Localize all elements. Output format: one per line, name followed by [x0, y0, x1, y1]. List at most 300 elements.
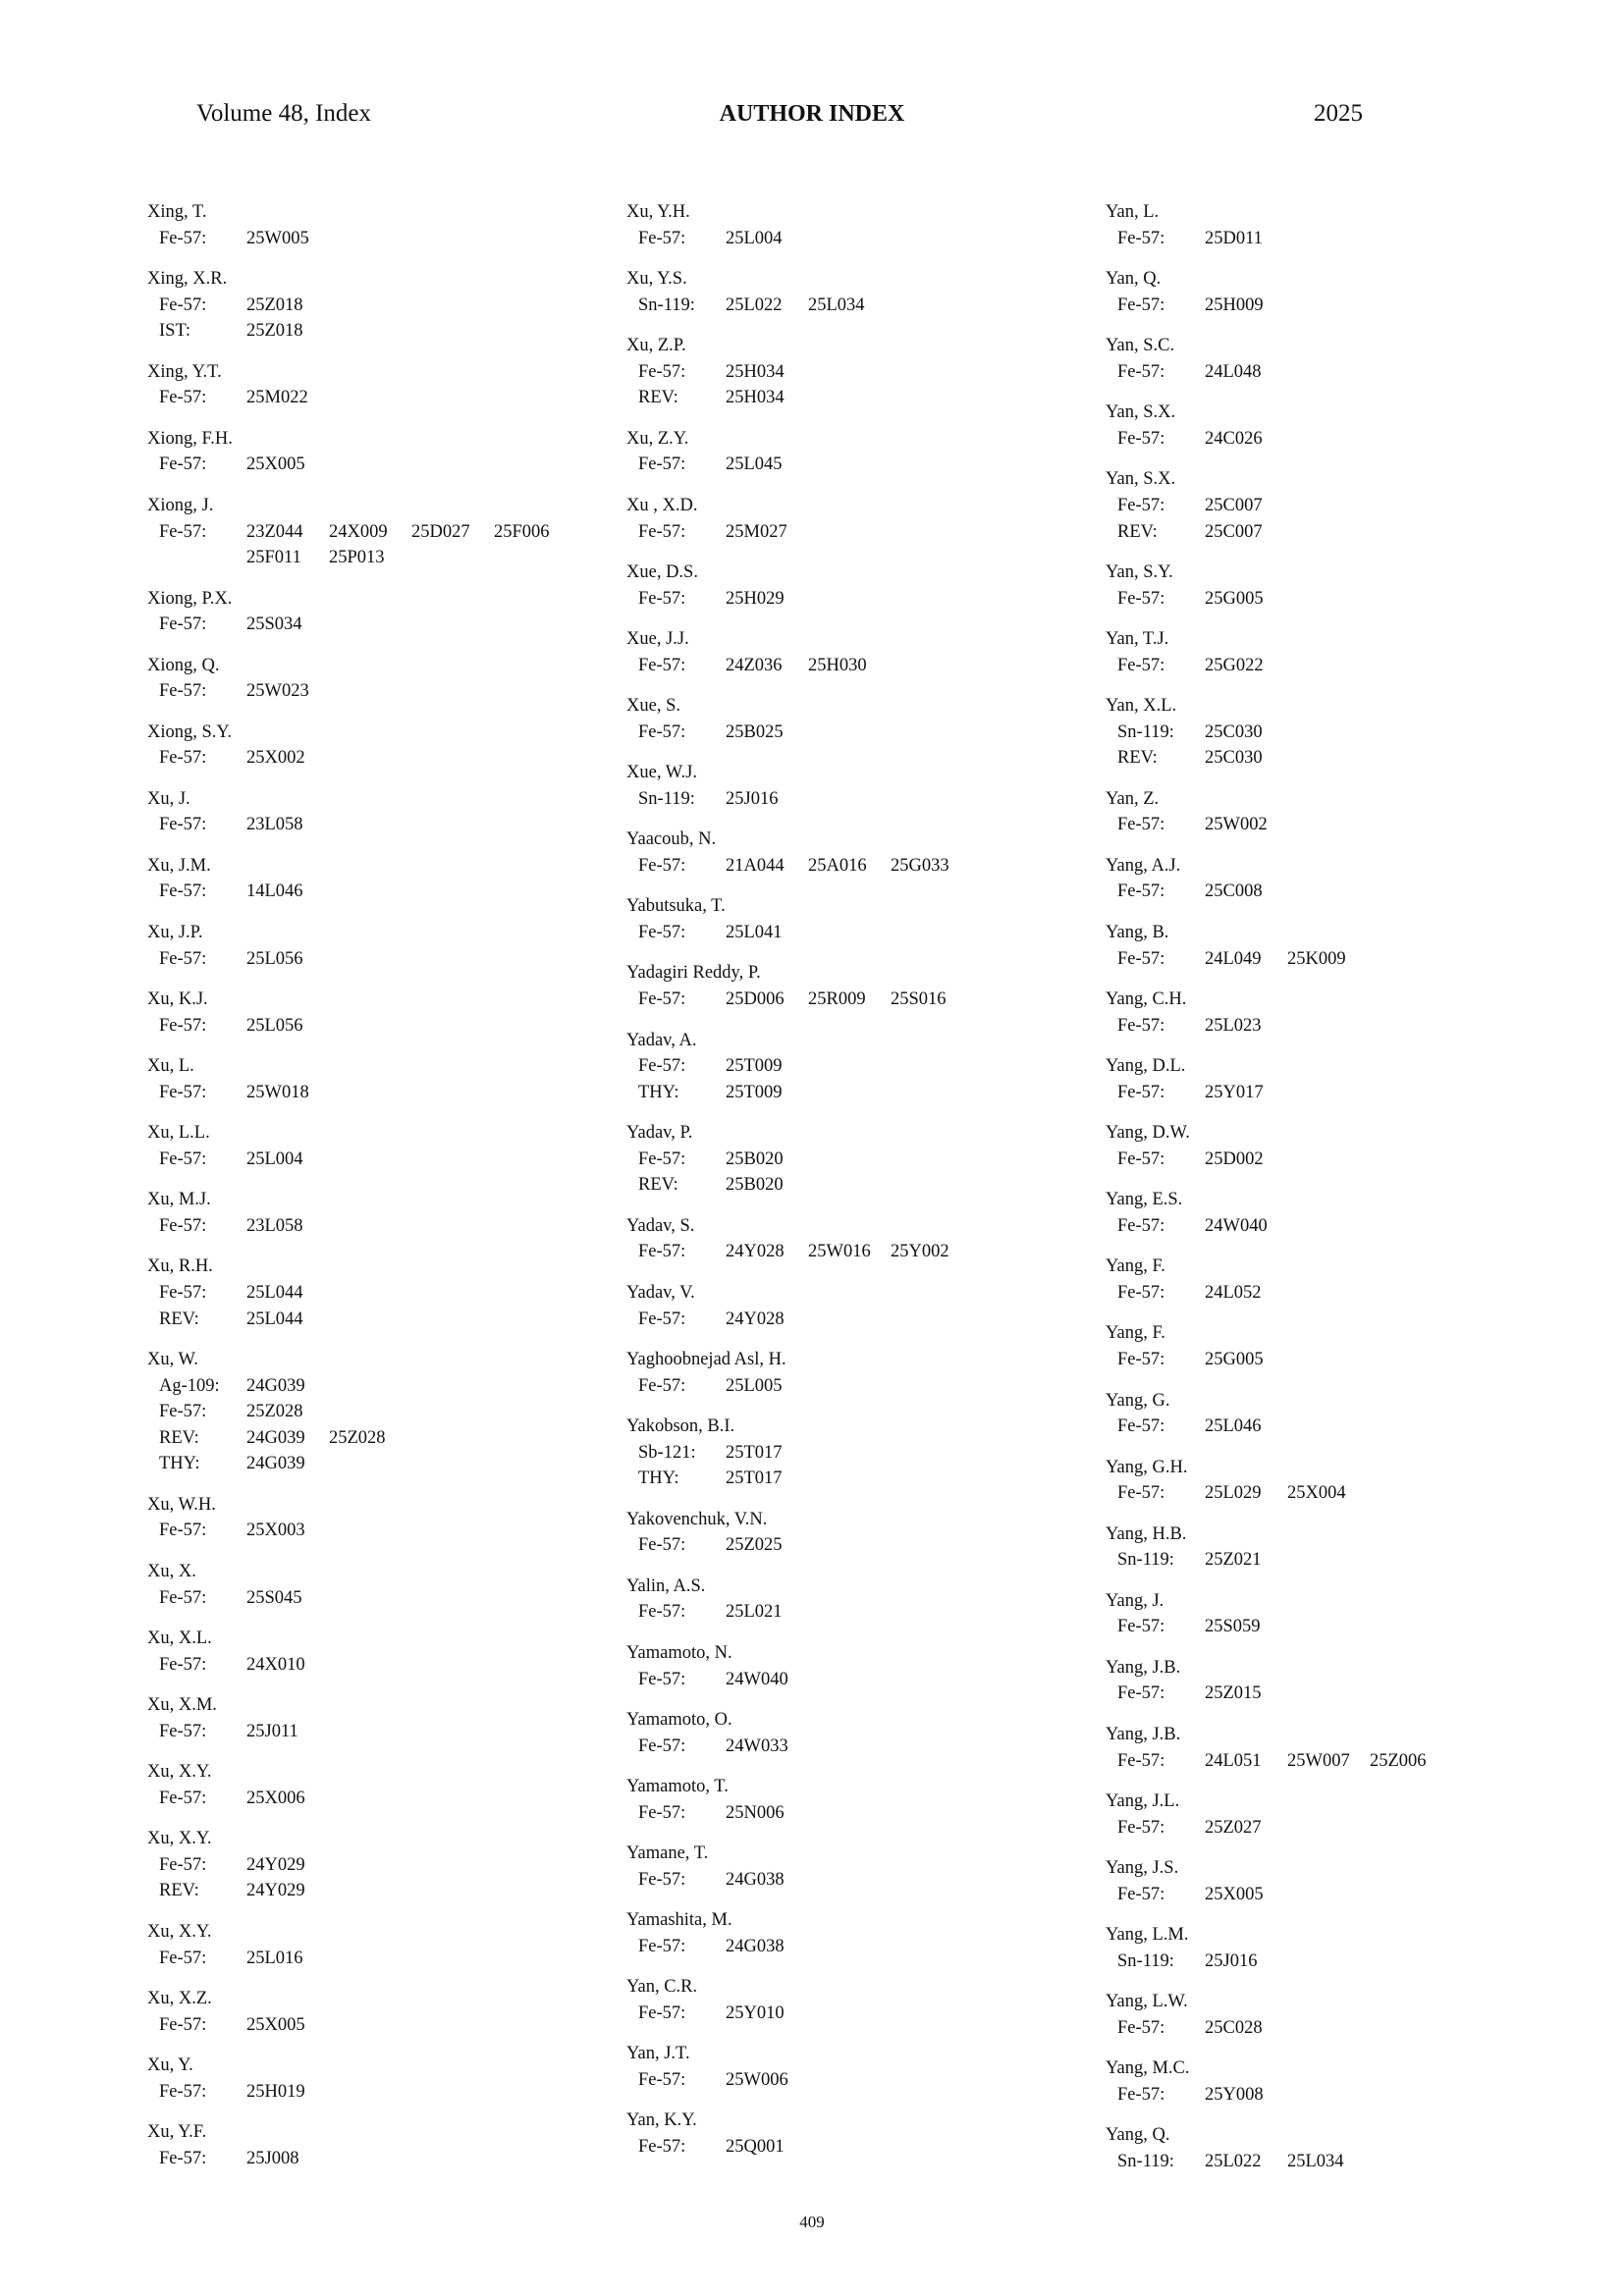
reference-code: 24G038 [726, 1936, 785, 1956]
reference-codes [246, 2146, 576, 2172]
isotope-label: Fe-57: [638, 361, 686, 382]
reference-row [626, 1239, 1056, 1265]
reference-code: 23L058 [246, 1215, 303, 1236]
index-entry [626, 960, 1056, 1012]
author-name: Xu, J. [147, 788, 190, 809]
isotope-label: Fe-57: [638, 721, 686, 742]
reference-code: 25Z025 [726, 1535, 783, 1556]
index-entry [1106, 920, 1535, 972]
reference-code: 25S034 [246, 614, 302, 635]
index-entry [626, 2108, 1056, 2160]
isotope-label: Fe-57: [638, 655, 686, 675]
reference-code: 25W006 [726, 2070, 788, 2090]
isotope-label: Sn-119: [638, 788, 695, 809]
isotope-label: Fe-57: [159, 948, 207, 969]
index-entry [1106, 1655, 1535, 1707]
index-entry [1106, 1855, 1535, 1907]
reference-row [147, 1399, 576, 1425]
reference-code: 25C028 [1205, 2017, 1263, 2038]
isotope-label: Fe-57: [159, 614, 207, 635]
reference-codes [1205, 1614, 1535, 1640]
reference-code: 24L051 [1205, 1750, 1262, 1771]
isotope-label: Fe-57: [638, 1148, 686, 1169]
reference-row [1106, 879, 1535, 905]
reference-code: 25J016 [726, 788, 779, 809]
reference-row [626, 452, 1056, 478]
author-name: Yan, X.L. [1106, 696, 1177, 717]
reference-code: 25Z028 [246, 1402, 303, 1422]
reference-row [626, 987, 1056, 1013]
index-entry [147, 1492, 576, 1544]
reference-code: 25G005 [1205, 1350, 1264, 1370]
index-entry [1106, 199, 1535, 251]
reference-codes [1205, 1280, 1535, 1307]
author-name: Yan, K.Y. [626, 2110, 697, 2131]
reference-code: 25M022 [246, 388, 308, 408]
author-name: Yakovenchuk, V.N. [626, 1509, 768, 1529]
reference-row [626, 2134, 1056, 2161]
author-name: Yan, S.X. [1106, 402, 1176, 423]
reference-row [147, 946, 576, 973]
isotope-label: Fe-57: [1117, 881, 1165, 902]
reference-row [147, 1013, 576, 1040]
isotope-label: Sb-121: [638, 1442, 696, 1463]
index-entry [626, 893, 1056, 945]
isotope-label: Fe-57: [638, 1535, 686, 1556]
reference-row [626, 1800, 1056, 1827]
index-entry [1106, 400, 1535, 452]
reference-code: 24Y028 [726, 1308, 785, 1329]
reference-row [147, 1213, 576, 1240]
index-entry [147, 1254, 576, 1332]
index-entry [147, 1187, 576, 1239]
reference-codes [1205, 586, 1535, 613]
reference-codes [726, 720, 1056, 746]
author-name: Xu, Y.S. [626, 269, 687, 290]
reference-code: 24G039 [246, 1427, 305, 1448]
isotope-label: REV: [159, 1881, 199, 1901]
reference-row [147, 1373, 576, 1400]
reference-row [1106, 359, 1535, 386]
reference-codes [726, 1307, 1056, 1333]
reference-code: 25Y017 [1205, 1082, 1264, 1102]
author-name: Yang, H.B. [1106, 1523, 1187, 1544]
reference-codes [246, 1719, 576, 1745]
index-entry [626, 1574, 1056, 1626]
reference-code: 25F006 [494, 521, 550, 542]
reference-codes [1205, 653, 1535, 679]
index-entry [147, 1759, 576, 1811]
reference-row [1106, 519, 1535, 546]
reference-row [147, 879, 576, 905]
reference-codes [726, 586, 1056, 613]
reference-codes [246, 1373, 576, 1400]
reference-codes [246, 1518, 576, 1544]
reference-row [1106, 946, 1535, 973]
reference-code: 25R009 [808, 989, 866, 1010]
index-entry [147, 1120, 576, 1172]
reference-codes [726, 920, 1056, 946]
reference-code: 25L022 [726, 294, 783, 315]
isotope-label: Fe-57: [1117, 294, 1165, 315]
author-name: Yang, J.S. [1106, 1858, 1179, 1879]
isotope-label: Fe-57: [159, 454, 207, 475]
reference-codes [1205, 2082, 1535, 2109]
reference-row [147, 452, 576, 478]
index-entry [147, 426, 576, 478]
reference-codes [1205, 745, 1535, 772]
reference-row [626, 226, 1056, 252]
isotope-label: Fe-57: [159, 1587, 207, 1608]
reference-codes [726, 1867, 1056, 1894]
reference-code: 25P013 [329, 548, 385, 568]
index-entry [147, 1347, 576, 1477]
reference-row [626, 2067, 1056, 2094]
reference-code: 25L045 [726, 454, 783, 475]
author-name: Yang, C.H. [1106, 989, 1187, 1010]
reference-codes [726, 2001, 1056, 2027]
author-name: Yang, E.S. [1106, 1190, 1183, 1210]
reference-code: 25L023 [1205, 1015, 1262, 1036]
isotope-label: Fe-57: [1117, 1817, 1165, 1838]
reference-codes [246, 452, 576, 478]
index-entry [626, 1774, 1056, 1826]
reference-codes [726, 853, 1056, 880]
reference-code: 25L021 [726, 1602, 783, 1623]
reference-code: 25J016 [1205, 1950, 1258, 1971]
reference-row [1106, 812, 1535, 838]
reference-row [626, 519, 1056, 546]
index-entry [626, 199, 1056, 251]
reference-code: 25L005 [726, 1375, 783, 1396]
author-name: Xu, X. [147, 1561, 196, 1581]
isotope-label: Fe-57: [1117, 2017, 1165, 2038]
reference-code: 25L004 [726, 228, 783, 248]
index-entry [626, 560, 1056, 612]
reference-code: 25Z021 [1205, 1550, 1262, 1571]
isotope-label: Fe-57: [638, 2002, 686, 2023]
author-name: Xu, M.J. [147, 1190, 211, 1210]
reference-row [147, 612, 576, 638]
reference-code: 24L052 [1205, 1282, 1262, 1303]
reference-row [626, 359, 1056, 386]
reference-row [147, 1852, 576, 1879]
isotope-label: Fe-57: [159, 228, 207, 248]
running-header-year: 2025 [1314, 100, 1363, 127]
reference-code: 25W007 [1287, 1750, 1350, 1771]
isotope-label: Fe-57: [159, 881, 207, 902]
reference-codes [246, 1451, 576, 1477]
reference-codes [1205, 359, 1535, 386]
reference-row [626, 385, 1056, 411]
isotope-label: Fe-57: [159, 1148, 207, 1169]
reference-codes [726, 1080, 1056, 1106]
reference-code: 25X005 [1205, 1884, 1264, 1904]
isotope-label: THY: [638, 1082, 679, 1102]
isotope-label: Fe-57: [638, 1056, 686, 1077]
isotope-label: Fe-57: [638, 1936, 686, 1956]
reference-code: 25H030 [808, 655, 867, 675]
isotope-label: Sn-119: [1117, 721, 1174, 742]
reference-code: 25D011 [1205, 228, 1263, 248]
reference-codes [726, 1172, 1056, 1199]
reference-code: 25G033 [891, 855, 949, 876]
index-entry [626, 693, 1056, 745]
author-name: Yang, D.L. [1106, 1056, 1186, 1077]
reference-code: 24L049 [1205, 948, 1262, 969]
isotope-label: Fe-57: [159, 1854, 207, 1875]
index-entry [626, 760, 1056, 812]
isotope-label: Fe-57: [638, 1869, 686, 1890]
reference-row [147, 745, 576, 772]
reference-code: 24C026 [1205, 428, 1263, 449]
reference-row [1106, 1280, 1535, 1307]
author-name: Xing, Y.T. [147, 361, 222, 382]
reference-code: 25L016 [246, 1948, 303, 1968]
reference-codes [726, 1599, 1056, 1626]
author-name: Xu, J.P. [147, 922, 203, 942]
index-entry [1106, 1187, 1535, 1239]
reference-code: 25T009 [726, 1056, 783, 1077]
reference-codes [246, 1946, 576, 1972]
reference-codes [246, 318, 576, 345]
reference-row [147, 519, 576, 571]
author-name: Yakobson, B.I. [626, 1416, 735, 1437]
reference-codes [726, 987, 1056, 1013]
reference-row [626, 1080, 1056, 1106]
isotope-label: Fe-57: [1117, 1215, 1165, 1236]
reference-codes [1205, 720, 1535, 746]
author-name: Xiong, S.Y. [147, 721, 233, 742]
reference-code: 25W018 [246, 1082, 309, 1102]
author-name: Yang, G.H. [1106, 1457, 1188, 1477]
reference-code: 25Z006 [1370, 1750, 1427, 1771]
author-name: Xing, X.R. [147, 269, 228, 290]
reference-codes [726, 2134, 1056, 2161]
author-name: Yang, L.M. [1106, 1925, 1189, 1946]
reference-codes [726, 1734, 1056, 1760]
isotope-label: Fe-57: [638, 2070, 686, 2090]
reference-row [1106, 1480, 1535, 1507]
reference-row [626, 920, 1056, 946]
reference-row [1106, 1347, 1535, 1373]
index-entry [1106, 1455, 1535, 1507]
reference-codes [246, 293, 576, 319]
author-name: Yang, J.B. [1106, 1724, 1181, 1744]
reference-code: 25C007 [1205, 521, 1263, 542]
author-name: Xu, X.Z. [147, 1989, 212, 2009]
isotope-label: Fe-57: [1117, 1416, 1165, 1437]
author-name: Xu, Y. [147, 2056, 193, 2076]
reference-codes [1205, 879, 1535, 905]
reference-code: 25N006 [726, 1802, 785, 1823]
author-name: Xu, L. [147, 1056, 194, 1077]
author-name: Yadav, V. [626, 1282, 695, 1303]
isotope-label: Fe-57: [159, 2014, 207, 2035]
reference-row [626, 586, 1056, 613]
index-entry [147, 1986, 576, 2038]
isotope-label: THY: [159, 1454, 200, 1474]
reference-code: 25S016 [891, 989, 947, 1010]
author-name: Yaacoub, N. [626, 829, 717, 850]
reference-code: 25M027 [726, 521, 787, 542]
isotope-label: Fe-57: [1117, 1483, 1165, 1504]
author-name: Xu, W. [147, 1350, 198, 1370]
author-name: Yadav, A. [626, 1030, 697, 1050]
reference-codes [1205, 519, 1535, 546]
reference-code: 25L029 [1205, 1483, 1262, 1504]
index-entry [626, 1841, 1056, 1893]
index-entry [147, 1626, 576, 1678]
reference-code: 25W023 [246, 681, 309, 702]
reference-codes [246, 1013, 576, 1040]
reference-code: 25X005 [246, 454, 305, 475]
reference-codes [726, 1147, 1056, 1173]
isotope-label: REV: [159, 1308, 199, 1329]
reference-code: 24Y029 [246, 1854, 305, 1875]
reference-row [626, 853, 1056, 880]
author-name: Xiong, P.X. [147, 588, 233, 609]
reference-codes [1205, 1882, 1535, 1908]
reference-row [626, 1934, 1056, 1960]
reference-codes [726, 1667, 1056, 1693]
reference-row [1106, 1013, 1535, 1040]
reference-code: 23L058 [246, 815, 303, 835]
author-name: Xu, R.H. [147, 1256, 213, 1277]
index-entry [1106, 853, 1535, 905]
reference-row [1106, 2015, 1535, 2042]
reference-codes [726, 1373, 1056, 1400]
reference-code: 25J008 [246, 2148, 299, 2168]
isotope-label: Fe-57: [638, 228, 686, 248]
isotope-label: Fe-57: [159, 1654, 207, 1675]
reference-code: 25C007 [1205, 495, 1263, 515]
reference-codes [246, 519, 576, 571]
reference-code: 25D006 [726, 989, 785, 1010]
reference-codes [1205, 812, 1535, 838]
reference-codes [246, 2079, 576, 2106]
isotope-label: Fe-57: [159, 294, 207, 315]
author-name: Xiong, F.H. [147, 428, 233, 449]
reference-row [626, 1867, 1056, 1894]
reference-codes [246, 1080, 576, 1106]
reference-codes [1205, 493, 1535, 519]
index-entry [1106, 1722, 1535, 1774]
reference-row [147, 1946, 576, 1972]
reference-row [626, 1440, 1056, 1467]
reference-code: 24G038 [726, 1869, 785, 1890]
reference-code: 24L048 [1205, 361, 1262, 382]
reference-codes [726, 1440, 1056, 1467]
reference-codes [1205, 226, 1535, 252]
reference-codes [246, 385, 576, 411]
reference-row [147, 1280, 576, 1307]
reference-code: 25L056 [246, 948, 303, 969]
reference-code: 25L046 [1205, 1416, 1262, 1437]
index-entry [147, 359, 576, 411]
index-entry [1106, 1254, 1535, 1306]
index-entry [626, 1640, 1056, 1692]
index-entry [626, 1028, 1056, 1106]
reference-code: 21A044 [726, 855, 785, 876]
isotope-label: Fe-57: [159, 1402, 207, 1422]
reference-row [1106, 720, 1535, 746]
reference-codes [246, 1585, 576, 1612]
author-name: Xu, J.M. [147, 855, 211, 876]
isotope-label: Fe-57: [638, 922, 686, 942]
author-name: Xu, Y.F. [147, 2122, 207, 2143]
author-name: Yaghoobnejad Asl, H. [626, 1350, 786, 1370]
isotope-label: REV: [1117, 748, 1158, 769]
isotope-label: Fe-57: [1117, 361, 1165, 382]
index-entry [147, 493, 576, 571]
index-entry [1106, 1120, 1535, 1172]
reference-row [147, 1786, 576, 1812]
index-entry [1106, 1588, 1535, 1640]
author-name: Xu, K.J. [147, 989, 208, 1010]
isotope-label: Fe-57: [159, 681, 207, 702]
reference-row [626, 1667, 1056, 1693]
isotope-label: Fe-57: [1117, 1082, 1165, 1102]
reference-row [147, 2079, 576, 2106]
reference-codes [1205, 426, 1535, 453]
index-entry [626, 827, 1056, 879]
reference-codes [246, 678, 576, 705]
reference-codes [1205, 2015, 1535, 2042]
author-name: Yan, S.C. [1106, 336, 1175, 356]
reference-row [1106, 1614, 1535, 1640]
reference-code: 25L022 [1205, 2151, 1262, 2171]
author-name: Yan, T.J. [1106, 629, 1169, 650]
author-name: Xu, Z.P. [626, 336, 686, 356]
reference-code: 25G022 [1205, 655, 1264, 675]
index-entry [626, 1414, 1056, 1492]
reference-row [147, 1080, 576, 1106]
index-entry [147, 987, 576, 1039]
reference-code: 25B020 [726, 1175, 784, 1196]
reference-code: 24G039 [246, 1454, 305, 1474]
isotope-label: Fe-57: [1117, 428, 1165, 449]
reference-row [626, 293, 1056, 319]
reference-row [626, 1172, 1056, 1199]
reference-code: 25H029 [726, 588, 785, 609]
reference-row [626, 1599, 1056, 1626]
index-entry [626, 426, 1056, 478]
reference-code: 25W016 [808, 1242, 871, 1262]
reference-codes [726, 452, 1056, 478]
index-entry [147, 586, 576, 638]
reference-code: 25K009 [1287, 948, 1346, 969]
index-entry [147, 1559, 576, 1611]
index-entry [626, 2041, 1056, 2093]
reference-code: 25H009 [1205, 294, 1264, 315]
reference-codes [246, 812, 576, 838]
author-name: Xu, X.L. [147, 1629, 212, 1649]
reference-row [1106, 1213, 1535, 1240]
author-name: Yan, S.Y. [1106, 561, 1173, 582]
index-entry [147, 920, 576, 972]
reference-row [1106, 1882, 1535, 1908]
reference-row [1106, 1748, 1535, 1775]
isotope-label: Fe-57: [638, 1308, 686, 1329]
author-name: Yamamoto, O. [626, 1710, 732, 1731]
reference-row [1106, 1080, 1535, 1106]
reference-codes [1205, 1414, 1535, 1440]
reference-codes [726, 519, 1056, 546]
reference-codes [246, 879, 576, 905]
reference-code: 25L056 [246, 1015, 303, 1036]
reference-row [1106, 1414, 1535, 1440]
